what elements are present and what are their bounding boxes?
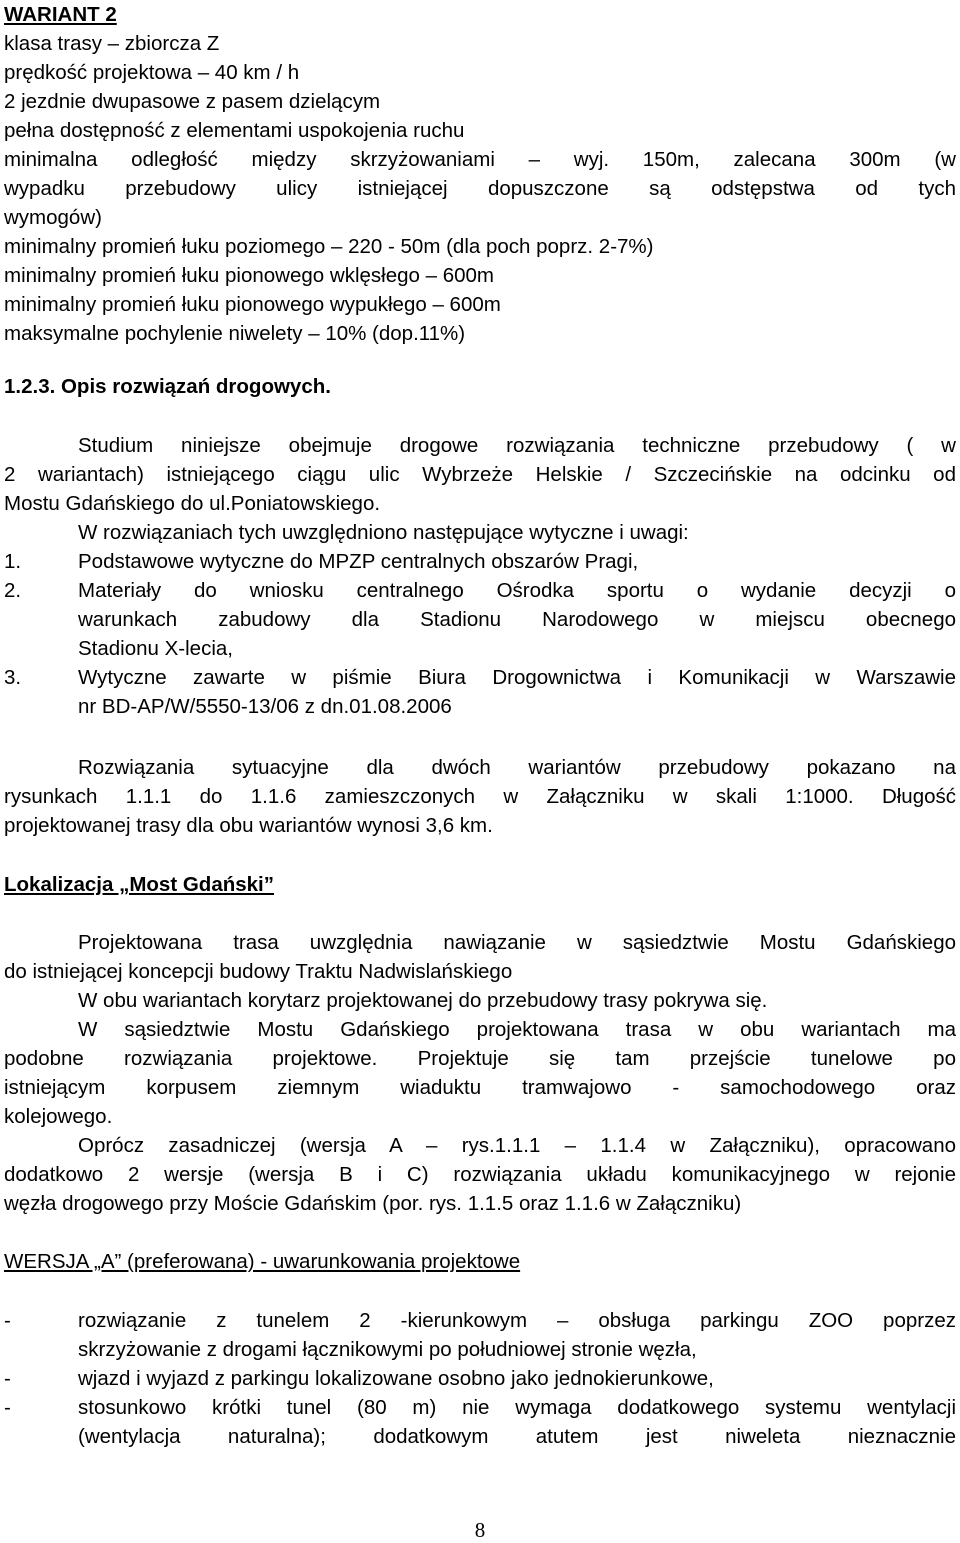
section-heading: 1.2.3. Opis rozwiązań drogowych.: [4, 375, 331, 398]
param-line: minimalny promień łuku pionowego wypukłego – 600m: [4, 293, 501, 316]
param-line: wypadku przebudowy ulicy istniejącej dopuszczone są odstępstwa od tych: [4, 177, 956, 200]
version-heading: WERSJA „A” (preferowana) - uwarunkowania projektowe: [4, 1250, 521, 1273]
list-item: [4, 1306, 956, 1364]
location-paragraph: [4, 928, 956, 1218]
param-line: wymogów): [4, 206, 102, 229]
list-item-line: stosunkowo krótki tunel (80 m) nie wymaga dodatkowego systemu wentylacji: [78, 1396, 956, 1419]
param-line: pełna dostępność z elementami uspokojenia ruchu: [4, 119, 465, 142]
list-item: [4, 576, 956, 663]
param-line: klasa trasy – zbiorcza Z: [4, 32, 220, 55]
paragraph-line: Rozwiązania sytuacyjne dla dwóch wariantów przebudowy pokazano na: [78, 756, 956, 779]
paragraph-line: 2 wariantach) istniejącego ciągu ulic Wybrzeże Helskie / Szczecińskie na odcinku od: [4, 463, 956, 486]
paragraph-line: W rozwiązaniach tych uwzględniono następujące wytyczne i uwagi:: [78, 521, 689, 544]
list-item-line: Materiały do wniosku centralnego Ośrodka sportu o wydanie decyzji o: [78, 579, 956, 602]
list-item-line: wjazd i wyjazd z parkingu lokalizowane osobno jako jednokierunkowe,: [78, 1367, 714, 1390]
list-bullet: -: [4, 1367, 11, 1390]
list-number: 1.: [4, 550, 22, 573]
paragraph-line: Studium niniejsze obejmuje drogowe rozwiązania techniczne przebudowy ( w: [78, 434, 956, 457]
variant-heading: WARIANT 2: [4, 3, 117, 26]
guidelines-list: [4, 547, 956, 721]
conditions-list: [4, 1306, 956, 1451]
location-heading: Lokalizacja „Most Gdański”: [4, 873, 274, 896]
list-number: 2.: [4, 579, 22, 602]
paragraph-line: Oprócz zasadniczej (wersja A – rys.1.1.1 – 1.1.4 w Załączniku), opracowano: [78, 1134, 956, 1157]
paragraph-line: Projektowana trasa uwzględnia nawiązanie w sąsiedztwie Mostu Gdańskiego: [78, 931, 956, 954]
param-line: minimalny promień łuku poziomego – 220 - 50m (dla poch poprz. 2-7%): [4, 235, 654, 258]
param-line: 2 jezdnie dwupasowe z pasem dzielącym: [4, 90, 381, 113]
list-item-line: Podstawowe wytyczne do MPZP centralnych obszarów Pragi,: [78, 550, 639, 573]
page-number: 8: [474, 1518, 486, 1542]
solutions-paragraph: [4, 753, 956, 840]
paragraph-line: W sąsiedztwie Mostu Gdańskiego projektowana trasa w obu wariantach ma: [78, 1018, 956, 1041]
intro-paragraph: [4, 431, 956, 547]
list-item: [4, 547, 956, 576]
list-item-line: warunkach zabudowy dla Stadionu Narodowego w miejscu obecnego: [78, 608, 956, 631]
list-item-line: nr BD-AP/W/5550-13/06 z dn.01.08.2006: [78, 695, 452, 718]
param-line: minimalny promień łuku pionowego wklęsłego – 600m: [4, 264, 494, 287]
list-item-line: rozwiązanie z tunelem 2 -kierunkowym – obsługa parkingu ZOO poprzez: [78, 1309, 956, 1332]
list-item: [4, 663, 956, 721]
list-item: [4, 1364, 956, 1393]
paragraph-line: podobne rozwiązania projektowe. Projektuje się tam przejście tunelowe po: [4, 1047, 956, 1070]
paragraph-line: rysunkach 1.1.1 do 1.1.6 zamieszczonych w Załączniku w skali 1:1000. Długość: [4, 785, 956, 808]
list-item-line: Wytyczne zawarte w piśmie Biura Drogownictwa i Komunikacji w Warszawie: [78, 666, 956, 689]
param-line: maksymalne pochylenie niwelety – 10% (dop.11%): [4, 322, 466, 345]
param-line: prędkość projektowa – 40 km / h: [4, 61, 300, 84]
list-bullet: -: [4, 1396, 11, 1419]
paragraph-line: dodatkowo 2 wersje (wersja B i C) rozwiązania układu komunikacyjnego w rejonie: [4, 1163, 956, 1186]
paragraph-line: kolejowego.: [4, 1105, 113, 1128]
design-parameters: [4, 29, 956, 348]
paragraph-line: istniejącym korpusem ziemnym wiaduktu tramwajowo - samochodowego oraz: [4, 1076, 956, 1099]
param-line: minimalna odległość między skrzyżowaniami – wyj. 150m, zalecana 300m (w: [4, 148, 956, 171]
list-bullet: -: [4, 1309, 11, 1332]
paragraph-line: projektowanej trasy dla obu wariantów wynosi 3,6 km.: [4, 814, 493, 837]
paragraph-line: węzła drogowego przy Moście Gdańskim (por. rys. 1.1.5 oraz 1.1.6 w Załączniku): [4, 1192, 742, 1215]
paragraph-line: W obu wariantach korytarz projektowanej do przebudowy trasy pokrywa się.: [78, 989, 768, 1012]
list-item: [4, 1393, 956, 1451]
paragraph-line: Mostu Gdańskiego do ul.Poniatowskiego.: [4, 492, 381, 515]
paragraph-line: do istniejącej koncepcji budowy Traktu Nadwislańskiego: [4, 960, 513, 983]
list-item-line: (wentylacja naturalna); dodatkowym atutem jest niweleta nieznacznie: [78, 1425, 956, 1448]
list-item-line: Stadionu X-lecia,: [78, 637, 233, 660]
list-item-line: skrzyżowanie z drogami łącznikowymi po południowej stronie węzła,: [78, 1338, 697, 1361]
list-number: 3.: [4, 666, 22, 689]
